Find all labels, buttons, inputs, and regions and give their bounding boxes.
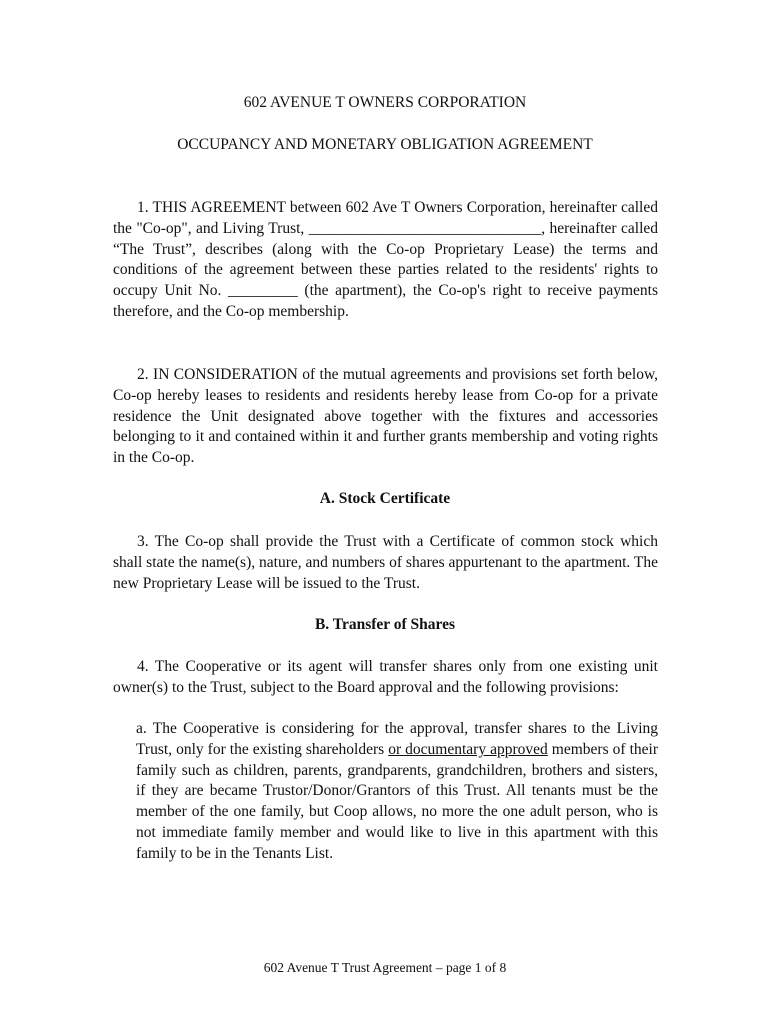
page-footer: 602 Avenue T Trust Agreement – page 1 of 8 [263, 960, 507, 975]
paragraph-4a [136, 719, 658, 865]
paragraph-4a-text-start: a. The Cooperative is considering for the approval, transfer shares to the Living Trust, only for the existing shareholders [136, 720, 658, 758]
section-heading-transfer-of-shares: B. Transfer of Shares [314, 616, 456, 633]
paragraph-2: 2. IN CONSIDERATION of the mutual agreements and provisions set forth below, Co-op hereby leases to residents and residents hereby lease from Co-op for a private residence the Unit designated above together with the fixtures and accessories belonging to it and contained within it and further grants membership and voting rights in the Co-op. [113, 366, 658, 467]
paragraph-1: 1. THIS AGREEMENT between 602 Ave T Owners Corporation, hereinafter called the "Co-op", and Living Trust, ______________________________, hereinafter called “The Trust”, describes (along with the Co-op Proprietary Lease) the terms and conditions of the agreement between these parties related to the residents' rights to occupy Unit No. _________ (the apartment), the Co-op's right to receive payments therefore, and the Co-op membership. [113, 199, 658, 320]
paragraph-3: 3. The Co-op shall provide the Trust with a Certificate of common stock which shall state the name(s), nature, and numbers of shares appurtenant to the apartment. The new Proprietary Lease will be issued to the Trust. [113, 533, 658, 592]
paragraph-4a-underlined-text: or documentary approved [388, 740, 548, 758]
document-title: 602 AVENUE T OWNERS CORPORATION [243, 94, 527, 111]
paragraph-4: 4. The Cooperative or its agent will transfer shares only from one existing unit owner(s) to the Trust, subject to the Board approval and the following provisions: [113, 658, 658, 696]
document-subtitle: OCCUPANCY AND MONETARY OBLIGATION AGREEMENT [177, 136, 593, 153]
paragraph-4a-text-end: members of their family such as children, parents, grandparents, grandchildren, brothers and sisters, if they are became Trustor/Donor/Grantors of this Trust. All tenants must be the member of the one family, but Coop allows, no more the one adult person, who is not immediate family member and would like to live in this apartment with this family to be in the Tenants List. [136, 740, 659, 862]
section-heading-stock-certificate: A. Stock Certificate [319, 490, 451, 507]
